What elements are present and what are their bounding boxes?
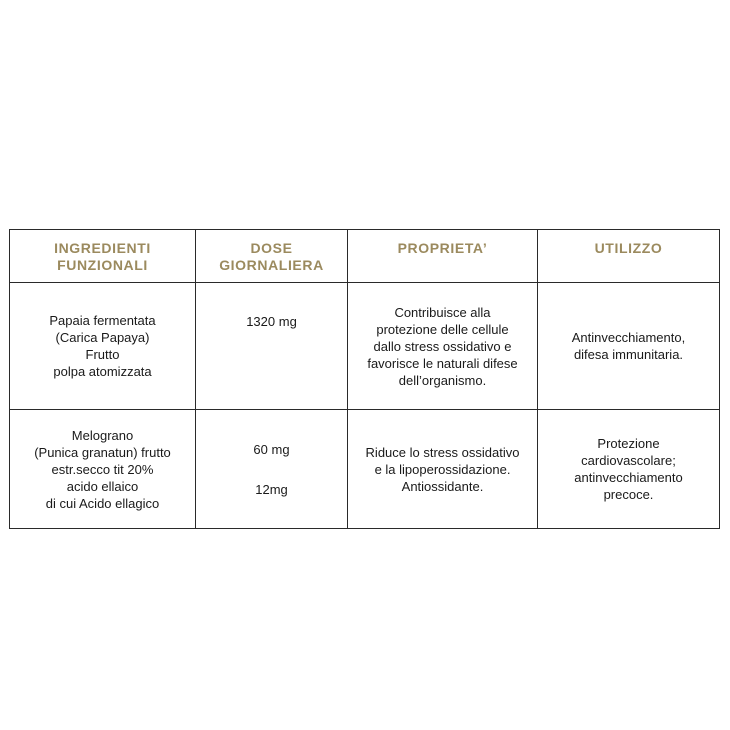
- cell-use: Antinvecchiamento, difesa immunitaria.: [538, 283, 720, 410]
- cell-ingredient: Papaia fermentata (Carica Papaya) Frutto polpa atomizzata: [10, 283, 196, 410]
- ingredients-table-container: [9, 229, 719, 529]
- header-properties: PROPRIETA’: [348, 230, 538, 283]
- table-row: [10, 283, 720, 410]
- cell-ingredient: Melograno (Punica granatun) frutto estr.secco tit 20% acido ellaico di cui Acido ellagico: [10, 410, 196, 529]
- header-ingredients: INGREDIENTI FUNZIONALI: [10, 230, 196, 283]
- ingredients-table: [9, 229, 720, 529]
- cell-property: Contribuisce alla protezione delle cellule dallo stress ossidativo e favorisce le naturali difese dell’organismo.: [348, 283, 538, 410]
- header-daily-dose: DOSE GIORNALIERA: [196, 230, 348, 283]
- table-row: [10, 410, 720, 529]
- cell-property: Riduce lo stress ossidativo e la lipoperossidazione. Antiossidante.: [348, 410, 538, 529]
- cell-use: Protezione cardiovascolare; antinvecchiamento precoce.: [538, 410, 720, 529]
- cell-dose: 1320 mg: [196, 283, 348, 410]
- cell-dose: 60 mg 12mg: [196, 410, 348, 529]
- header-usage: UTILIZZO: [538, 230, 720, 283]
- table-header-row: [10, 230, 720, 283]
